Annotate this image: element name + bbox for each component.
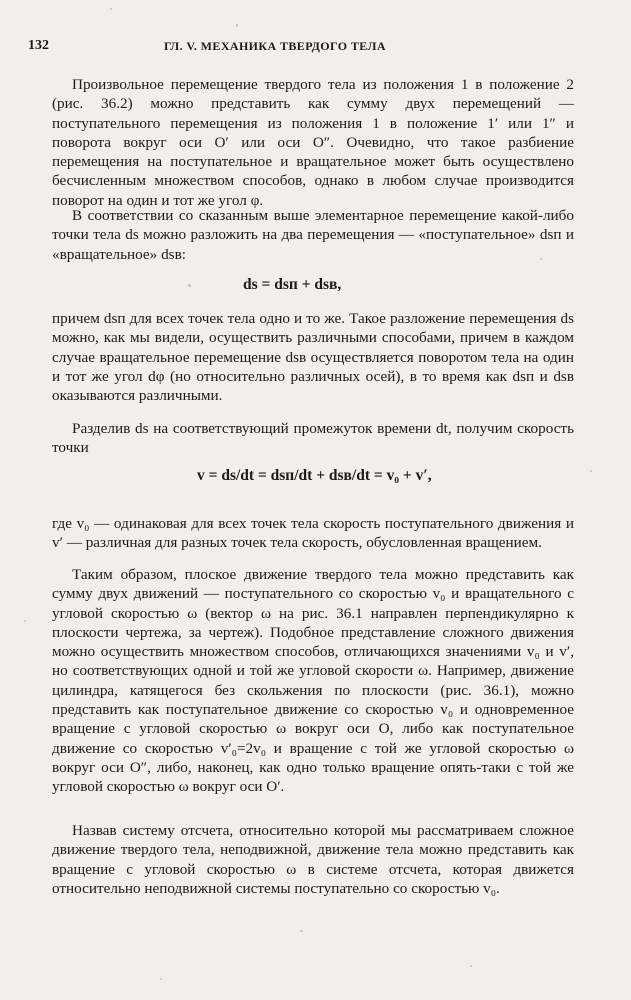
paragraph-decomposition	[52, 206, 574, 264]
paragraph-text: причем dsп для всех точек тела одно и то же. Такое разложение перемещения ds можно, как мы видели, осуществить различными способами, причем в каждом случае вращательное перемещение dsв осуществляется поворотом тела на один и тот же угол dφ (но относительно различных осей), в то время как dsп и dsв оказываются различными.	[52, 310, 574, 405]
scan-speck	[540, 258, 542, 260]
paragraph-text: где v₀ — одинаковая для всех точек тела скорость поступательного движения и v′ — различная для разных точек тела скорость, обусловленная вращением.	[52, 515, 574, 552]
formula-velocity: v = ds/dt = dsп/dt + dsв/dt = v₀ + v′,	[197, 467, 432, 484]
paragraph-plane-motion	[52, 565, 574, 797]
scan-speck	[470, 965, 472, 967]
paragraph-ds-explanation	[52, 309, 574, 405]
paragraph-text: Назвав систему отсчета, относительно которой мы рассматриваем сложное движение твердого тела, неподвижной, движение тела можно представить как вращение с угловой скоростью ω в системе отсчета, которая движется относительно неподвижной системы поступательно со скоростью v₀.	[52, 822, 574, 897]
paragraph-velocity-intro	[52, 419, 574, 458]
scan-speck	[24, 620, 26, 622]
page-number: 132	[28, 38, 49, 53]
paragraph-text: В соответствии со сказанным выше элементарное перемещение какой-либо точки тела ds можно разложить на два перемещения — «поступательное» dsп и «вращательное» dsв:	[52, 207, 574, 263]
scan-speck	[110, 8, 112, 10]
paragraph-displacement	[52, 75, 574, 210]
scan-speck	[236, 24, 238, 27]
page-header	[28, 38, 603, 58]
paragraph-velocity-explanation	[52, 514, 574, 553]
scan-speck	[188, 284, 191, 287]
scan-speck	[300, 930, 303, 932]
scan-speck	[590, 470, 592, 472]
running-title: ГЛ. V. МЕХАНИКА ТВЕРДОГО ТЕЛА	[164, 39, 386, 53]
paragraph-text: Таким образом, плоское движение твердого тела можно представить как сумму двух движений — поступательного со скоростью v₀ и вращательного с угловой скоростью ω (вектор ω на рис. 36.1 направлен перпендикулярно к плоскости чертежа, за чертеж). Подобное представление сложного движения можно осуществить множеством способов, отличающихся значениями v₀ и v′, но соответствующих одной и той же угловой скорости ω. Например, движение цилиндра, катящегося без скольжения по плоскости (рис. 36.1), можно представить как поступательное движение со скоростью v₀ и одновременное вращение с угловой скоростью ω вокруг оси O, либо как поступательное движение со скоростью v′₀=2v₀ и вращение с той же угловой скоростью ω вокруг оси O″, либо, наконец, как одно только вращение опять-таки с той же угловой скоростью ω вокруг оси O′.	[52, 566, 574, 796]
paragraph-reference-frame	[52, 821, 574, 898]
paragraph-text: Разделив ds на соответствующий промежуток времени dt, получим скорость точки	[52, 420, 574, 457]
formula-ds-decomposition: ds = dsп + dsв,	[243, 276, 342, 293]
scan-speck	[160, 978, 162, 980]
paragraph-text: Произвольное перемещение твердого тела из положения 1 в положение 2 (рис. 36.2) можно представить как сумму двух перемещений — поступательного перемещения из положения 1 в положение 1′ или 1″ и поворота вокруг оси O′ или оси O″. Очевидно, что такое разбиение перемещения на поступательное и вращательное может быть осуществлено бесчисленным множеством способов, однако в любом случае производится поворот на один и тот же угол φ.	[52, 76, 574, 209]
